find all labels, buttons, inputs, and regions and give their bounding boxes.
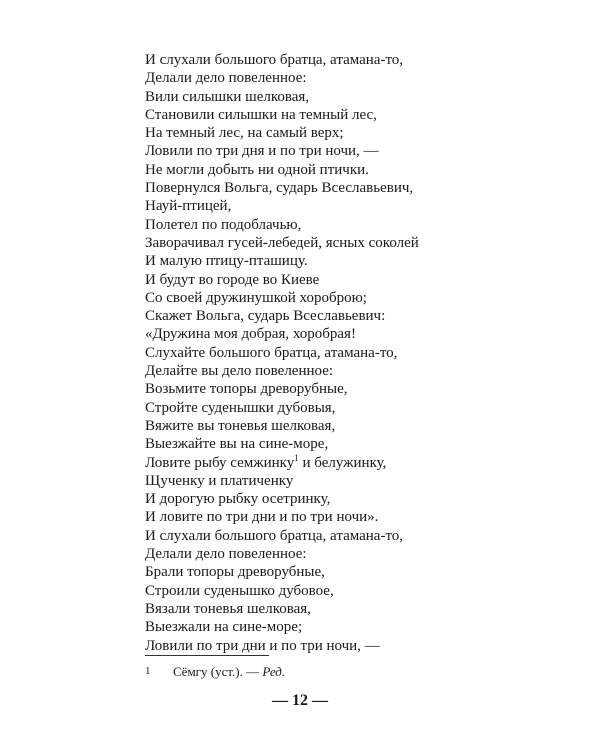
poem-line: И дорогую рыбку осетринку,	[145, 491, 331, 508]
poem-line: Повернулся Вольга, сударь Всеславьевич,	[145, 180, 414, 197]
poem-line: Вили силышки шелковая,	[145, 88, 310, 105]
poem-line: И будут во городе во Киеве	[145, 271, 320, 288]
footnote-mark: 1	[145, 665, 151, 677]
poem-line: Вяжите вы тоневья шелковая,	[145, 417, 336, 434]
poem-line-with-footnote	[145, 454, 419, 472]
poem-line: Заворачивал гусей-лебедей, ясных соколей	[145, 234, 419, 251]
poem-line: Строили суденышко дубовое,	[145, 582, 334, 599]
poem-line: Скажет Вольга, сударь Всеславьевич:	[145, 308, 386, 325]
footnote-divider	[145, 655, 269, 656]
poem-line: Науй-птицей,	[145, 198, 232, 215]
poem-line: И слухали большого братца, атамана-то,	[145, 527, 404, 544]
poem-line: Слухайте большого братца, атамана-то,	[145, 344, 398, 361]
poem-line: Делали дело повеленное:	[145, 546, 307, 563]
footnote-editor: Ред.	[262, 664, 286, 679]
poem-line-tail: и белужинку,	[298, 454, 387, 471]
page-number: — 12 —	[272, 692, 328, 709]
poem-line: Брали топоры древорубные,	[145, 564, 325, 581]
footnote-reference[interactable]: 1	[294, 452, 299, 463]
poem-line-head: Ловите рыбу семжинку	[145, 454, 295, 471]
poem-line: И ловите по три дни и по три ночи».	[145, 509, 379, 526]
poem-text	[145, 51, 419, 655]
poem-line: Делайте вы дело повеленное:	[145, 363, 334, 380]
poem-line: И слухали большого братца, атамана-то,	[145, 52, 404, 68]
poem-line: Делали дело повеленное:	[145, 70, 307, 87]
footnote	[145, 664, 285, 680]
poem-line: На темный лес, на самый верх;	[145, 125, 344, 142]
poem-line: Выезжайте вы на сине-море,	[145, 436, 329, 453]
poem-line: Выезжали на сине-море;	[145, 619, 303, 636]
poem-line: Не могли добыть ни одной птички.	[145, 161, 369, 178]
poem-line: Вязали тоневья шелковая,	[145, 600, 311, 617]
poem-line: Стройте суденышки дубовыя,	[145, 399, 336, 416]
poem-line: «Дружина моя добрая, хоробрая!	[145, 326, 356, 343]
poem-line: Становили силышки на темный лес,	[145, 106, 377, 123]
footnote-text: Сёмгу (уст.). —	[173, 664, 263, 679]
poem-line: Возьмите топоры древорубные,	[145, 381, 348, 398]
poem-line: Полетел по подоблачью,	[145, 216, 302, 233]
poem-line: Со своей дружинушкой хороброю;	[145, 289, 367, 306]
poem-line: Ловили по три дня и по три ночи, —	[145, 143, 379, 160]
poem-line: И малую птицу-пташицу.	[145, 253, 308, 270]
poem-line: Щученку и платиченку	[145, 472, 294, 489]
poem-line: Ловили по три дни и по три ночи, —	[145, 637, 380, 654]
